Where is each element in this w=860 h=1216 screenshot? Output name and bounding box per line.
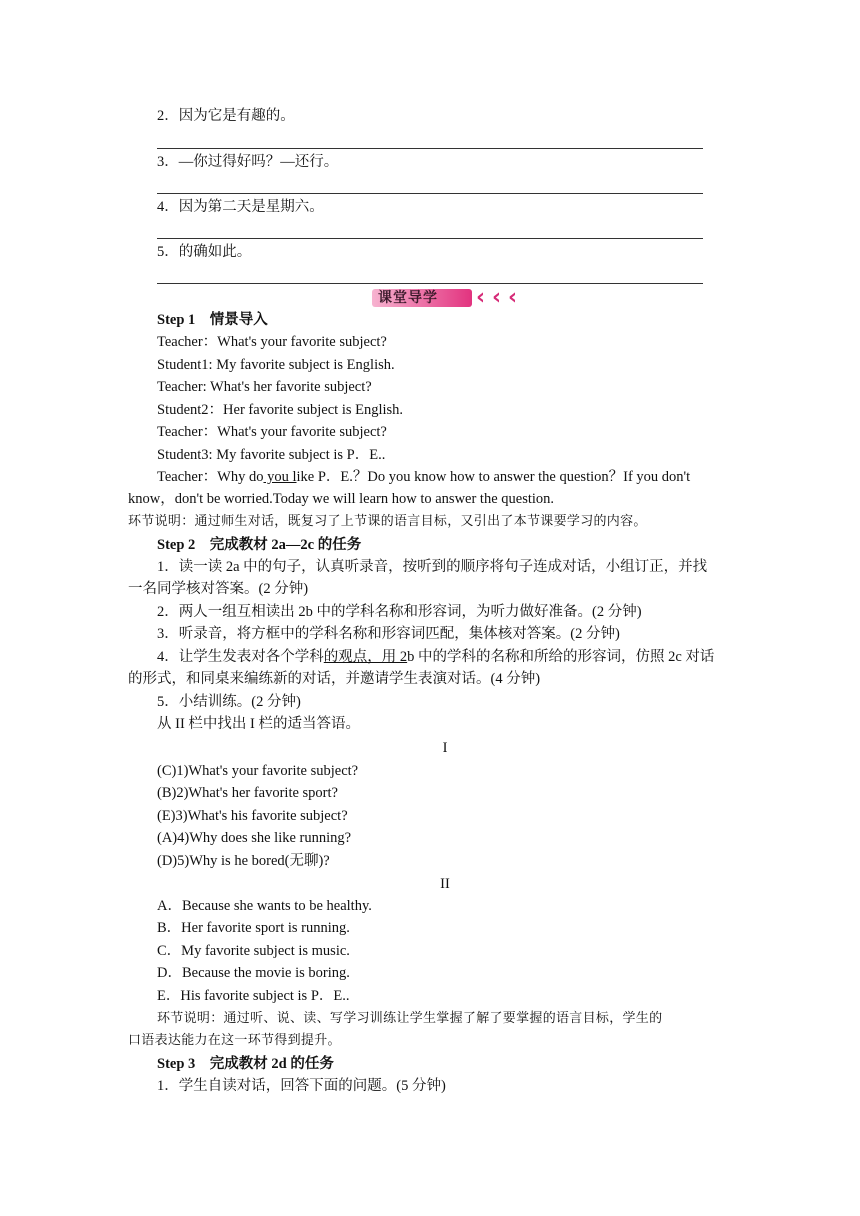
column-i-title: I — [442, 740, 448, 756]
column-ii-item: D．Because the movie is boring. — [157, 965, 350, 981]
section-banner — [372, 286, 528, 310]
exercise-2: 2．因为它是有趣的。 — [157, 108, 295, 124]
dialogue-line: Teacher：What's your favorite subject? — [157, 424, 387, 440]
answer-rule — [157, 283, 703, 284]
chevron-left-icon: ‹ — [476, 285, 486, 310]
chevron-left-icon: ‹ — [492, 285, 502, 310]
column-i-item: (A)4)Why does she like running? — [157, 830, 352, 846]
column-i-item: (E)3)What's his favorite subject? — [157, 808, 348, 824]
step2-heading: Step 2 完成教材 2a—2c 的任务 — [157, 537, 362, 553]
dialogue-line: Student3: My favorite subject is P．E.. — [157, 447, 386, 463]
step3-item-1: 1．学生自读对话，回答下面的问题。(5 分钟) — [157, 1078, 446, 1094]
column-ii-item: E．His favorite subject is P．E.. — [157, 988, 350, 1004]
answer-rule — [157, 193, 703, 194]
step2-note: 环节说明：通过听、说、读、写学习训练让学生掌握了解了要掌握的语言目标，学生的 — [157, 1011, 663, 1026]
column-ii-item: B．Her favorite sport is running. — [157, 920, 350, 936]
answer-rule — [157, 148, 703, 149]
column-ii-title: II — [440, 876, 450, 892]
column-ii-item: A．Because she wants to be healthy. — [157, 898, 372, 914]
step2-instruction: 从 II 栏中找出 I 栏的适当答语。 — [157, 716, 360, 732]
step2-item-4: 4．让学生发表对各个学科的观点，用 2b 中的学科的名称和所给的形容词，仿照 2c 对话 — [157, 649, 715, 665]
exercise-4: 4．因为第二天是星期六。 — [157, 199, 324, 215]
column-i-item: (D)5)Why is he bored(无聊)? — [157, 853, 330, 869]
step2-item-2: 2．两人一组互相读出 2b 中的学科名称和形容词，为听力做好准备。(2 分钟) — [157, 604, 642, 620]
step1-heading: Step 1 情景导入 — [157, 312, 268, 328]
step2-item-3: 3．听录音，将方框中的学科名称和形容词匹配，集体核对答案。(2 分钟) — [157, 626, 620, 642]
column-i-item: (B)2)What's her favorite sport? — [157, 785, 338, 801]
dialogue-line-cont: know，don't be worried.Today we will learn how to answer the question. — [128, 491, 555, 507]
step2-item-1: 1．读一读 2a 中的句子，认真听录音，按听到的顺序将句子连成对话，小组订正，并找 — [157, 559, 708, 575]
step1-note: 环节说明：通过师生对话，既复习了上节课的语言目标，又引出了本节课要学习的内容。 — [128, 514, 647, 529]
dialogue-line: Teacher: What's her favorite subject? — [157, 379, 372, 395]
dialogue-line: Teacher：What's your favorite subject? — [157, 334, 387, 350]
exercise-5: 5．的确如此。 — [157, 244, 252, 260]
step2-item-5: 5．小结训练。(2 分钟) — [157, 694, 301, 710]
answer-rule — [157, 238, 703, 239]
step2-item-1-cont: 一名同学核对答案。(2 分钟) — [128, 581, 309, 597]
step2-note-cont: 口语表达能力在这一环节得到提升。 — [128, 1033, 341, 1048]
banner-title: 课堂导学 — [378, 290, 438, 306]
step3-heading: Step 3 完成教材 2d 的任务 — [157, 1056, 334, 1072]
exercise-3: 3．—你过得好吗？—还行。 — [157, 154, 339, 170]
chevron-left-icon: ‹ — [508, 285, 518, 310]
column-ii-item: C．My favorite subject is music. — [157, 943, 350, 959]
dialogue-line: Student2：Her favorite subject is English. — [157, 402, 404, 418]
dialogue-line: Teacher：Why do you like P．E.？Do you know how to answer the question？If you don't — [157, 469, 691, 485]
column-i-item: (C)1)What's your favorite subject? — [157, 763, 359, 779]
dialogue-line: Student1: My favorite subject is English. — [157, 357, 395, 373]
step2-item-4-cont: 的形式，和同桌来编练新的对话，并邀请学生表演对话。(4 分钟) — [128, 671, 541, 687]
